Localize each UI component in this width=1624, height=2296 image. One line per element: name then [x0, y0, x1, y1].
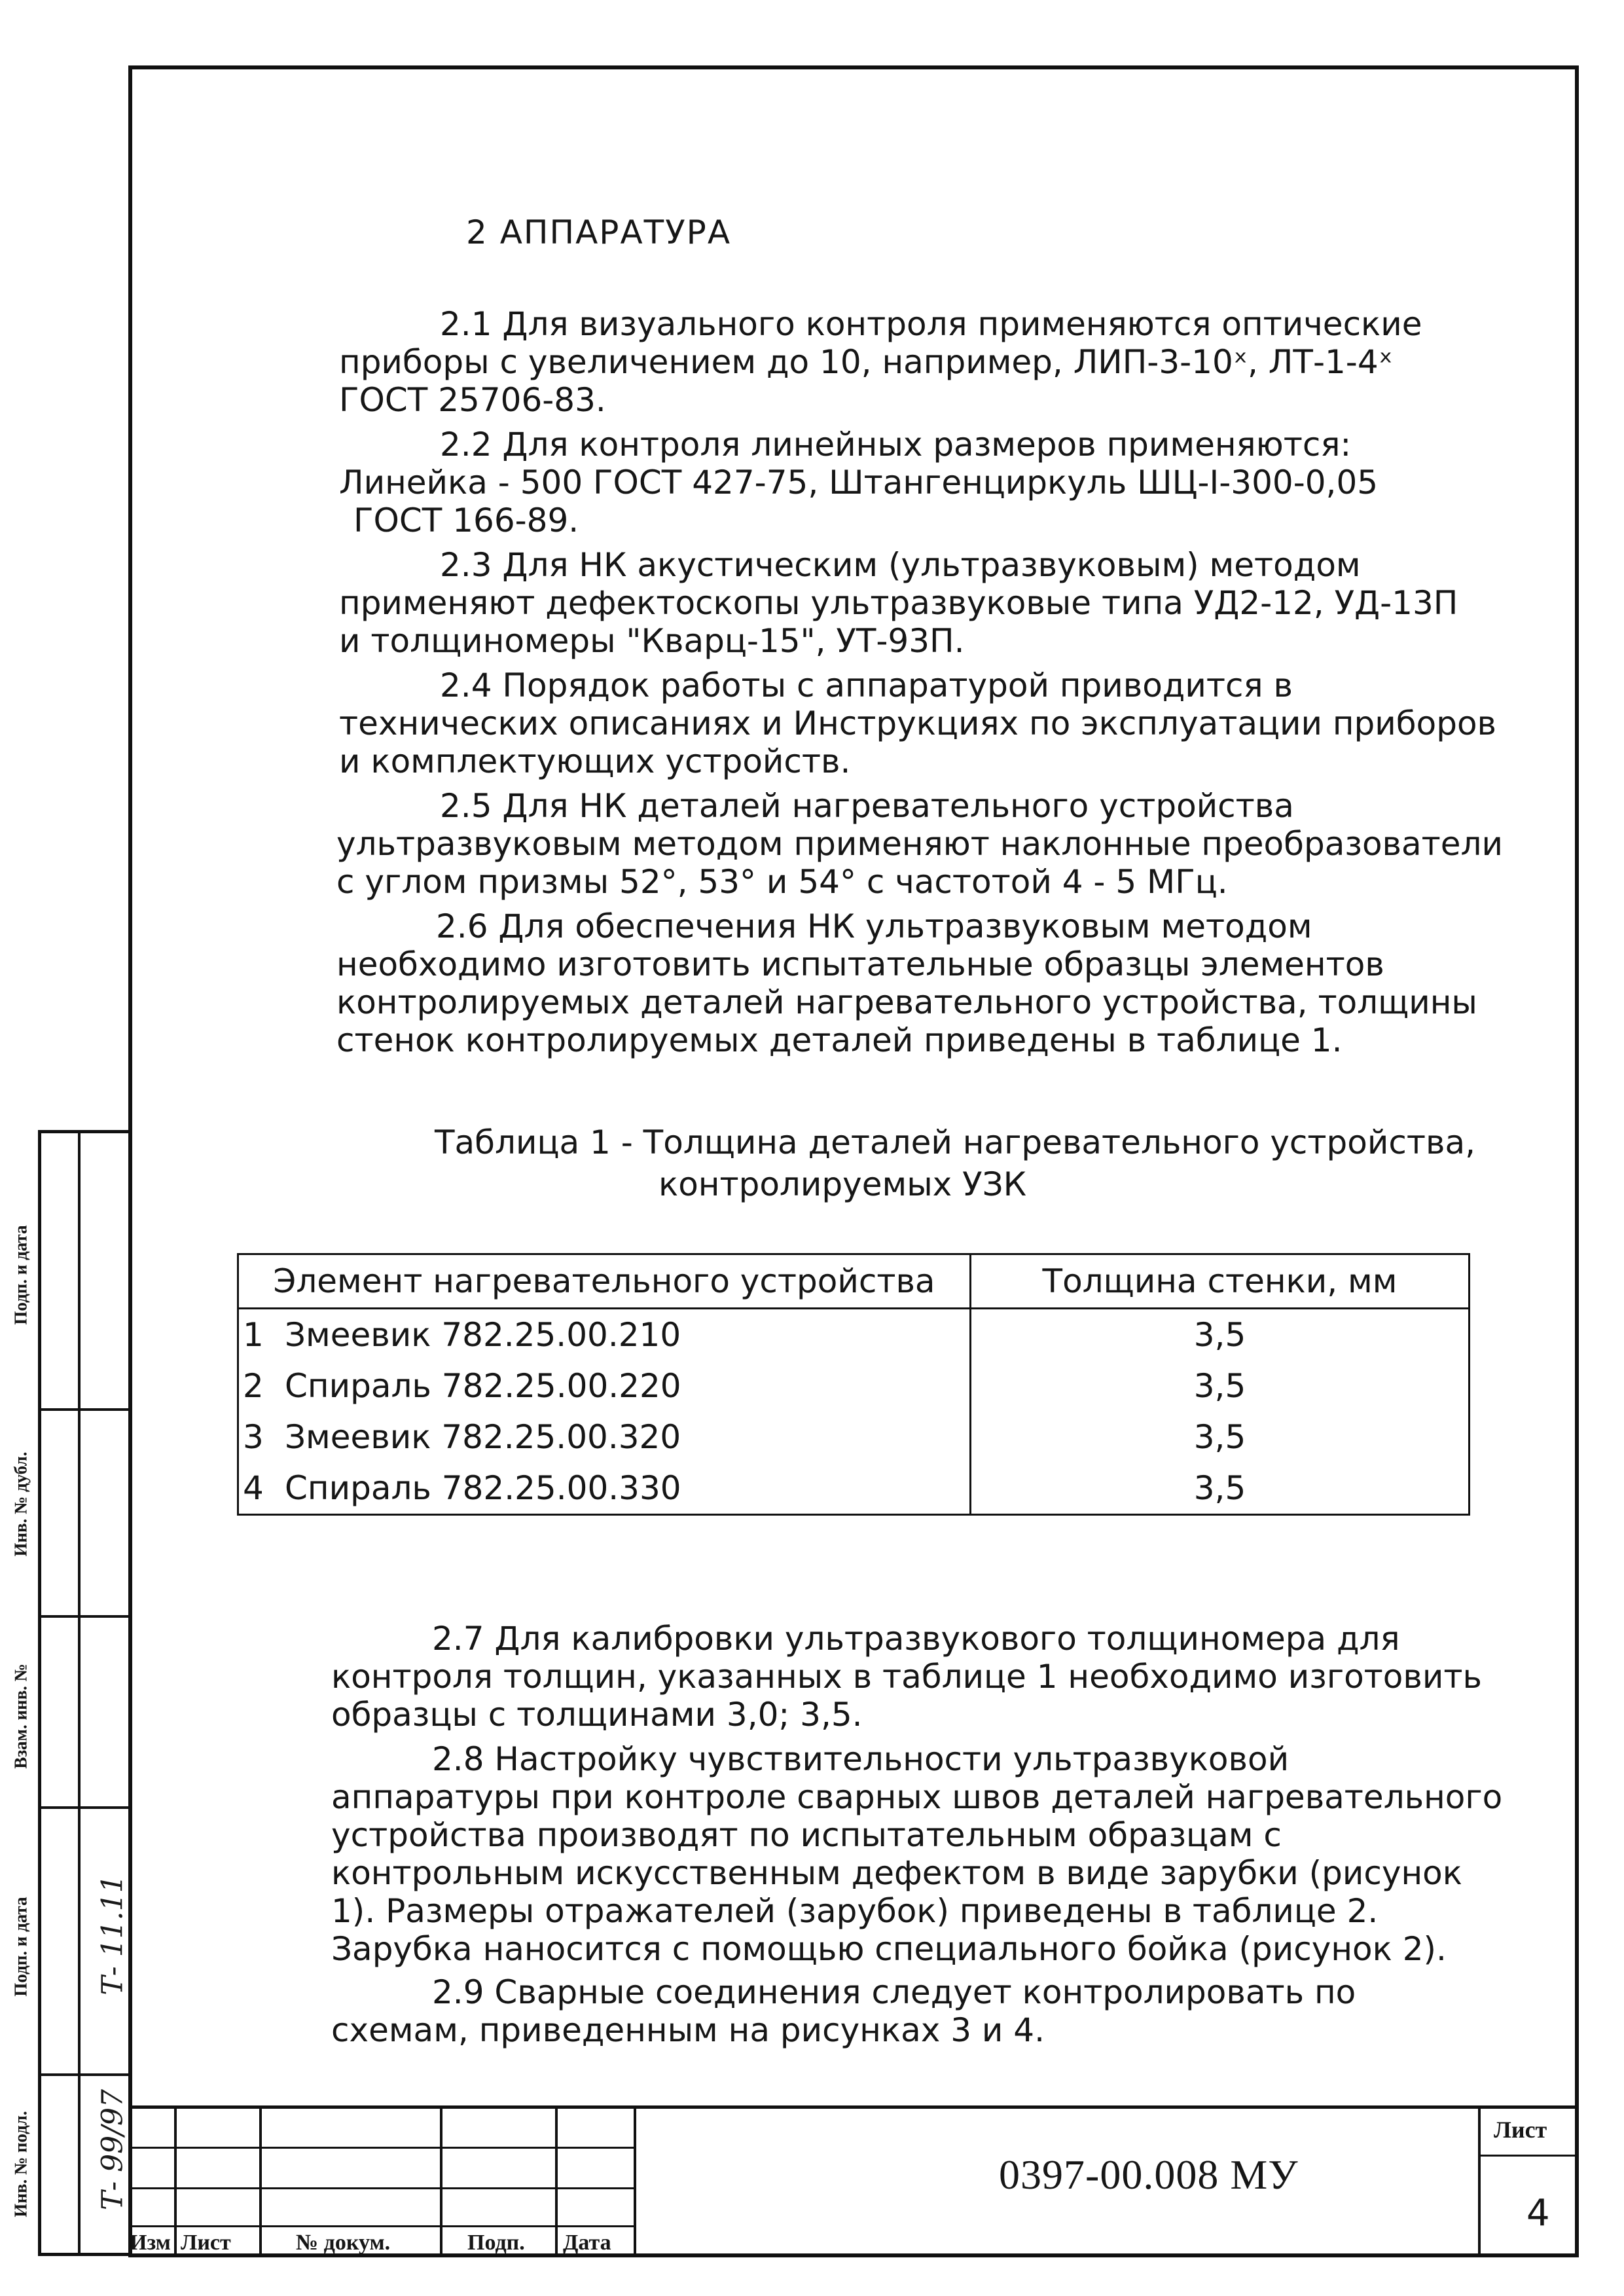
stamp-label-document: № докум. — [296, 2231, 391, 2255]
sheet-number: 4 — [1526, 2192, 1550, 2234]
table-row — [238, 1309, 1470, 1361]
thickness-cell: 3,5 — [971, 1412, 1470, 1463]
paragraph-line: 2.6 Для обеспечения НК ультразвуковым методом — [436, 907, 1312, 945]
side-label-sign-date: Подп. и дата — [10, 1225, 31, 1325]
stamp-divider — [259, 2109, 262, 2257]
paragraph-line: 2.2 Для контроля линейных размеров применяются: — [440, 426, 1352, 464]
handwritten-inventory-number: Т- 99/97 — [96, 2089, 130, 2211]
paragraph-line: приборы с увеличением до 10, например, ЛИП-3-10ˣ, ЛТ-1-4ˣ — [339, 343, 1393, 381]
side-stamp-divider — [41, 1408, 129, 1411]
row-number: 1 — [243, 1316, 264, 1354]
table-caption-continued: контролируемых УЗК — [659, 1165, 1027, 1203]
paragraph-line: Зарубка наносится с помощью специального бойка (рисунок 2). — [331, 1930, 1447, 1968]
thickness-cell: 3,5 — [971, 1360, 1470, 1412]
row-number: 4 — [243, 1469, 264, 1507]
side-stamp-label-column — [41, 1133, 81, 2253]
row-number: 2 — [243, 1367, 264, 1405]
paragraph-line: контрольным искусственным дефектом в виде зарубки (рисунок — [331, 1854, 1462, 1892]
paragraph-line: применяют дефектоскопы ультразвуковые типа УД2-12, УД-13П — [339, 584, 1458, 622]
paragraph-line: необходимо изготовить испытательные образцы элементов — [336, 945, 1384, 983]
paragraph-line: ГОСТ 166-89. — [353, 501, 579, 539]
paragraph-line: устройства производят по испытательным образцам с — [331, 1816, 1282, 1854]
paragraph-line: и толщиномеры "Кварц-15", УТ-93П. — [339, 622, 965, 660]
paragraph-line: 1). Размеры отражателей (зарубок) приведены в таблице 2. — [331, 1892, 1379, 1930]
stamp-divider — [174, 2109, 177, 2257]
element-cell — [238, 1360, 971, 1412]
paragraph-line: 2.7 Для калибровки ультразвукового толщиномера для — [432, 1620, 1400, 1658]
stamp-row-line — [128, 2147, 634, 2149]
table-row — [238, 1463, 1470, 1515]
paragraph-line: стенок контролируемых деталей приведены в таблице 1. — [336, 1021, 1343, 1059]
title-block — [128, 2105, 1579, 2257]
paragraph-line: ГОСТ 25706-83. — [339, 381, 606, 419]
paragraph-line: 2.1 Для визуального контроля применяются оптические — [440, 305, 1422, 343]
element-name: Змеевик 782.25.00.210 — [285, 1316, 681, 1354]
sheet-label: Лист — [1494, 2117, 1547, 2143]
paragraph-line: и комплектующих устройств. — [339, 742, 851, 780]
paragraph-line: 2.8 Настройку чувствительности ультразвуковой — [432, 1740, 1290, 1778]
stamp-divider — [555, 2109, 558, 2257]
handwritten-signature-date: Т- 11.11 — [96, 1874, 130, 1995]
element-cell — [238, 1309, 971, 1361]
element-name: Змеевик 782.25.00.320 — [285, 1418, 681, 1456]
paragraph-line: 2.4 Порядок работы с аппаратурой приводится в — [440, 666, 1293, 704]
column-header-element: Элемент нагревательного устройства — [238, 1254, 971, 1309]
side-label-sign-date-2: Подп. и дата — [10, 1897, 31, 1997]
paragraph-line: контроля толщин, указанных в таблице 1 необходимо изготовить — [331, 1658, 1482, 1696]
stamp-row-line — [128, 2187, 634, 2189]
paragraph-line: 2.5 Для НК деталей нагревательного устройства — [440, 787, 1294, 825]
document-number: 0397-00.008 МУ — [999, 2151, 1299, 2198]
table-row — [238, 1360, 1470, 1412]
side-label-replace-inv: Взам. инв. № — [10, 1664, 31, 1769]
paragraph-line: 2.3 Для НК акустическим (ультразвуковым) методом — [440, 546, 1361, 584]
element-cell — [238, 1463, 971, 1515]
stamp-divider — [634, 2109, 636, 2257]
side-label-orig-inv: Инв. № подл. — [10, 2111, 31, 2217]
thickness-cell: 3,5 — [971, 1463, 1470, 1515]
thickness-table — [237, 1253, 1470, 1516]
stamp-divider — [440, 2109, 442, 2257]
section-heading: 2 АППАРАТУРА — [466, 213, 732, 251]
thickness-cell: 3,5 — [971, 1309, 1470, 1361]
paragraph-line: технических описаниях и Инструкциях по эксплуатации приборов — [339, 704, 1497, 742]
table-header-row — [238, 1254, 1470, 1309]
stamp-divider — [1478, 2109, 1481, 2257]
paragraph-line: образцы с толщинами 3,0; 3,5. — [331, 1696, 863, 1734]
stamp-row-line — [1478, 2155, 1579, 2157]
paragraph-line: ультразвуковым методом применяют наклонные преобразователи — [336, 825, 1503, 863]
row-number: 3 — [243, 1418, 264, 1456]
column-header-thickness: Толщина стенки, мм — [971, 1254, 1470, 1309]
stamp-row-line — [128, 2225, 634, 2227]
element-name: Спираль 782.25.00.330 — [285, 1469, 681, 1507]
paragraph-line: Линейка - 500 ГОСТ 427-75, Штангенциркуль ШЦ-I-300-0,05 — [339, 464, 1379, 501]
element-name: Спираль 782.25.00.220 — [285, 1367, 681, 1405]
side-stamp-divider — [41, 1615, 129, 1618]
stamp-label-change: Изм — [130, 2231, 171, 2255]
paragraph-line: контролируемых деталей нагревательного устройства, толщины — [336, 983, 1477, 1021]
paragraph-line: схемам, приведенным на рисунках 3 и 4. — [331, 2011, 1045, 2049]
stamp-label-date: Дата — [563, 2231, 611, 2255]
table-caption: Таблица 1 - Толщина деталей нагревательного устройства, — [435, 1123, 1475, 1161]
paragraph-line: 2.9 Сварные соединения следует контролировать по — [432, 1973, 1356, 2011]
table-row — [238, 1412, 1470, 1463]
side-stamp-divider — [41, 1806, 129, 1809]
side-label-dup-inv: Инв. № дубл. — [10, 1451, 31, 1557]
element-cell — [238, 1412, 971, 1463]
stamp-label-signature: Подп. — [467, 2231, 525, 2255]
paragraph-line: с углом призмы 52°, 53° и 54° с частотой 4 - 5 МГц. — [336, 863, 1228, 901]
stamp-label-sheet: Лист — [181, 2231, 231, 2255]
paragraph-line: аппаратуры при контроле сварных швов деталей нагревательного — [331, 1778, 1503, 1816]
